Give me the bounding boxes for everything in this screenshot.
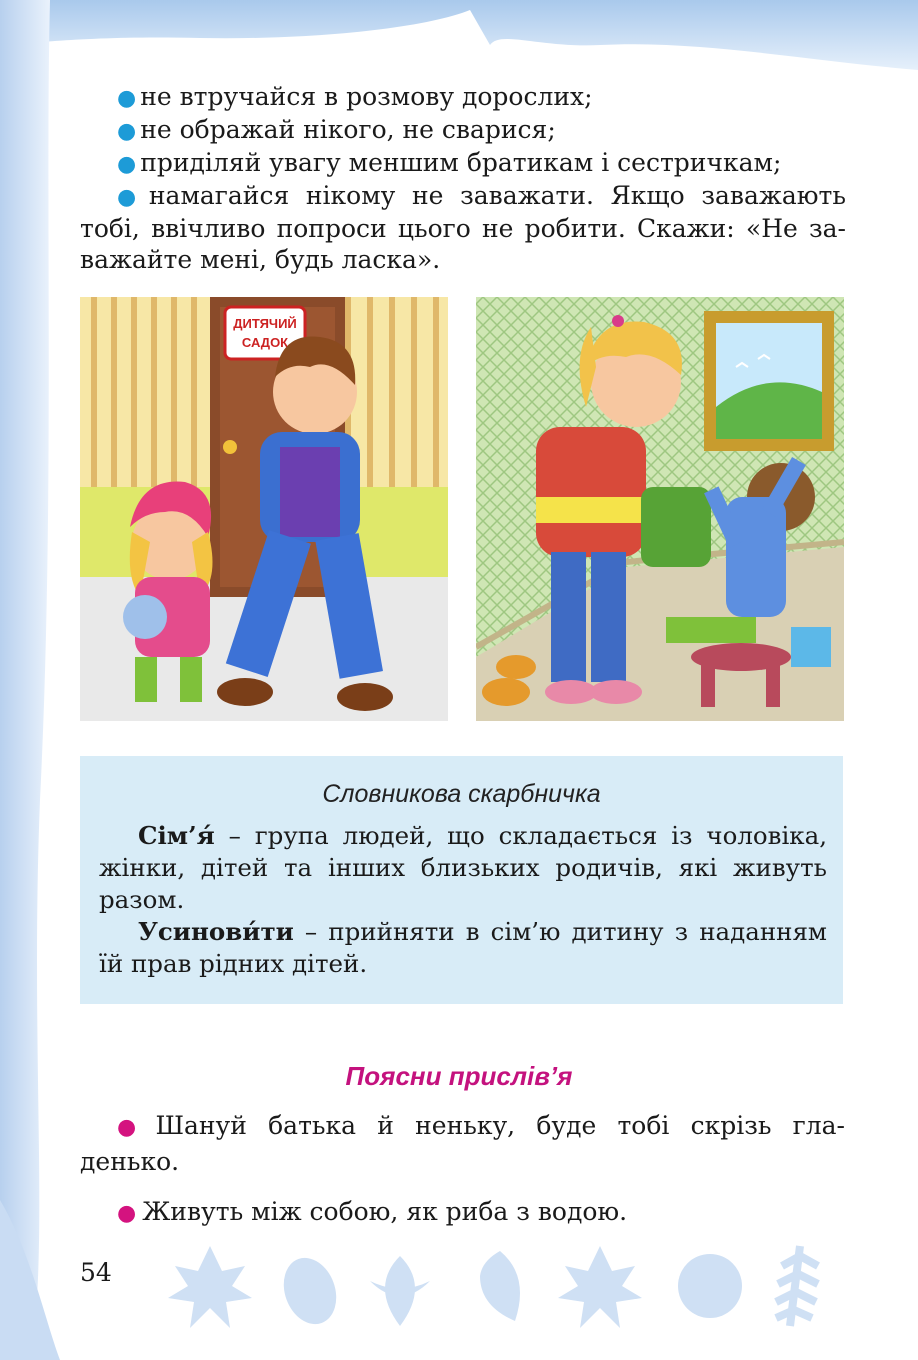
dictionary-term: Сім’я́ [138,821,215,850]
dictionary-title: Словникова скарбничка [322,780,601,808]
dictionary-entry [99,820,827,916]
bullet-icon: ● [117,152,137,177]
dictionary-entry [99,916,827,980]
rules-list [80,81,846,275]
proverb-item-continuation: денько. [80,1147,180,1176]
rule-item-continuation: тобі, ввічливо попроси цього не робити. Скажи: «Не за- [80,214,846,243]
dictionary-definition: – прийняти в сім’ю дитину з наданням їй прав рідних дітей. [99,917,827,978]
rule-item: ● не втручайся в розмову дорослих; [117,82,593,111]
rule-item: ● приділяй увагу меншим братикам і сестричкам; [117,148,782,177]
illustration-kindergarten [80,297,448,721]
bullet-icon: ● [117,1115,150,1140]
proverb-item: ● Шануй батька й неньку, буде тобі скрізь гла- [117,1111,845,1140]
rule-item: ● не ображай нікого, не сварися; [117,115,556,144]
bullet-icon: ● [117,185,145,210]
bullet-icon: ● [117,86,137,111]
rule-item: ● намагайся нікому не заважати. Якщо заважають [117,181,846,210]
dictionary-box [80,756,843,1004]
rule-item-continuation: важайте мені, будь ласка». [80,245,441,274]
proverbs-list [80,1109,845,1247]
dictionary-definition: – група людей, що складається із чоловіка, жінки, дітей та інших близьких родичів, які живуть разом. [99,821,827,914]
illustration-helping-brother [476,297,844,721]
page-number: 54 [80,1258,112,1287]
dictionary-body [99,820,827,980]
dictionary-term: Усинови́ти [138,917,294,946]
proverb-item: ● Живуть між собою, як риба з водою. [117,1197,628,1226]
bullet-icon: ● [117,119,137,144]
kindergarten-sign-line2: САДОК [241,335,289,350]
bullet-icon: ● [117,1201,137,1226]
leaves-decoration [160,1236,860,1336]
proverbs-title: Поясни прислів’я [345,1061,573,1091]
kindergarten-sign-line1: ДИТЯЧИЙ [233,316,297,331]
